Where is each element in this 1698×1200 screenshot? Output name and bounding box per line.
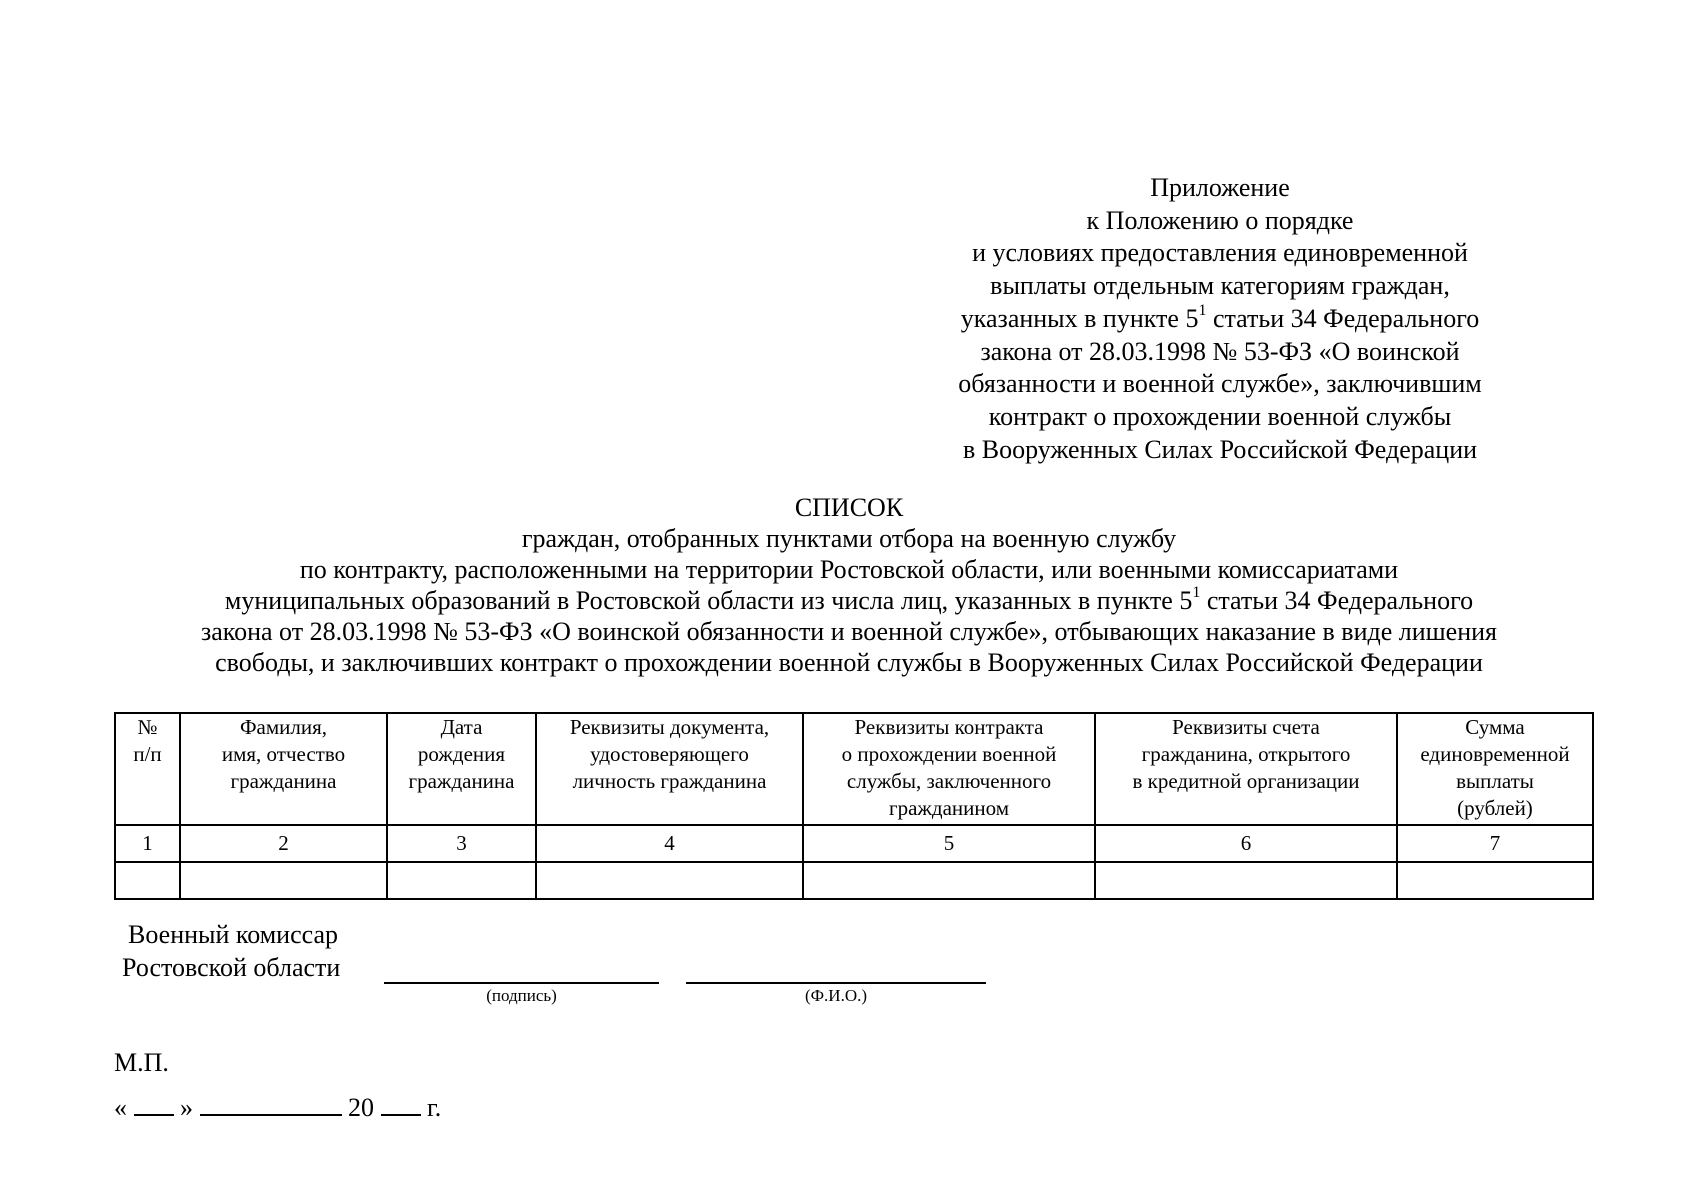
column-number-row (115, 825, 1593, 862)
header-cell: Фамилия, имя, отчество гражданина (180, 713, 387, 825)
list-title-block (60, 492, 1638, 678)
table-cell (180, 862, 387, 899)
header-cell: Реквизиты документа, удостоверяющего личность гражданина (536, 713, 803, 825)
title-line: свободы, и заключивших контракт о прохождении военной службы в Вооруженных Силах Российской Федерации (215, 648, 1483, 677)
close-quote: » (180, 1093, 193, 1122)
column-number: 5 (803, 825, 1095, 862)
table-cell (1397, 862, 1593, 899)
title-text: муниципальных образований в Ростовской области из числа лиц, указанных в пункте 5 (224, 586, 1193, 615)
table-cell (115, 862, 180, 899)
name-caption: (Ф.И.О.) (804, 986, 868, 1005)
header-cell: № п/п (115, 713, 180, 825)
year-blank (381, 1090, 421, 1116)
year-suffix: г. (427, 1093, 442, 1122)
appendix-line (900, 303, 1540, 336)
header-cell: Реквизиты счета гражданина, открытого в кредитной организации (1095, 713, 1397, 825)
title-line: по контракту, расположенными на территории Ростовской области, или военными комиссариатами (299, 555, 1399, 584)
header-cell: Реквизиты контракта о прохождении военной службы, заключенного гражданином (803, 713, 1095, 825)
month-blank (200, 1090, 342, 1116)
stamp-place-label: М.П. (114, 1048, 169, 1077)
list-heading: СПИСОК (794, 493, 904, 522)
header-cell: Сумма единовременной выплаты (рублей) (1397, 713, 1593, 825)
signatory-title (114, 918, 340, 984)
column-number: 4 (536, 825, 803, 862)
appendix-line: в Вооруженных Силах Российской Федерации (962, 434, 1478, 464)
citizens-table (114, 712, 1594, 900)
title-text: статьи 34 Федерального (1200, 586, 1474, 615)
superscript: 1 (1198, 302, 1207, 320)
signature-caption: (подпись) (486, 986, 557, 1005)
appendix-line: и условиях предоставления единовременной (972, 238, 1468, 268)
column-number: 3 (387, 825, 536, 862)
appendix-line: к Положению о порядке (1086, 205, 1354, 235)
table-cell (536, 862, 803, 899)
year-prefix: 20 (348, 1093, 374, 1122)
column-number: 6 (1095, 825, 1397, 862)
open-quote: « (114, 1093, 127, 1122)
table-cell (387, 862, 536, 899)
title-line (60, 585, 1638, 616)
signatory-title-line: Военный комиссар (128, 920, 339, 949)
appendix-line: выплаты отдельным категориям граждан, (990, 271, 1450, 301)
appendix-block (900, 172, 1540, 466)
appendix-text: статьи 34 Федерального (1206, 303, 1480, 333)
column-number: 2 (180, 825, 387, 862)
appendix-line: Приложение (1150, 173, 1290, 202)
appendix-line: закона от 28.03.1998 № 53-ФЗ «О воинской (980, 336, 1460, 366)
signature-line (384, 982, 659, 984)
table-row (115, 862, 1593, 899)
appendix-line: обязанности и военной службе», заключившим (958, 369, 1482, 399)
signatory-title-line: Ростовской области (122, 953, 341, 982)
table-cell (803, 862, 1095, 899)
superscript: 1 (1192, 584, 1201, 602)
table-header-row (115, 713, 1593, 825)
date-field (114, 1090, 441, 1123)
table-cell (1095, 862, 1397, 899)
column-number: 7 (1397, 825, 1593, 862)
appendix-text: указанных в пункте 5 (960, 303, 1199, 333)
name-line (686, 982, 986, 984)
header-cell: Дата рождения гражданина (387, 713, 536, 825)
day-blank (134, 1090, 174, 1116)
title-line: граждан, отобранных пунктами отбора на военную службу (521, 524, 1177, 553)
column-number: 1 (115, 825, 180, 862)
title-line: закона от 28.03.1998 № 53-ФЗ «О воинской обязанности и военной службе», отбывающих наказание в виде лишения (200, 617, 1497, 646)
appendix-line: контракт о прохождении военной службы (988, 401, 1452, 431)
